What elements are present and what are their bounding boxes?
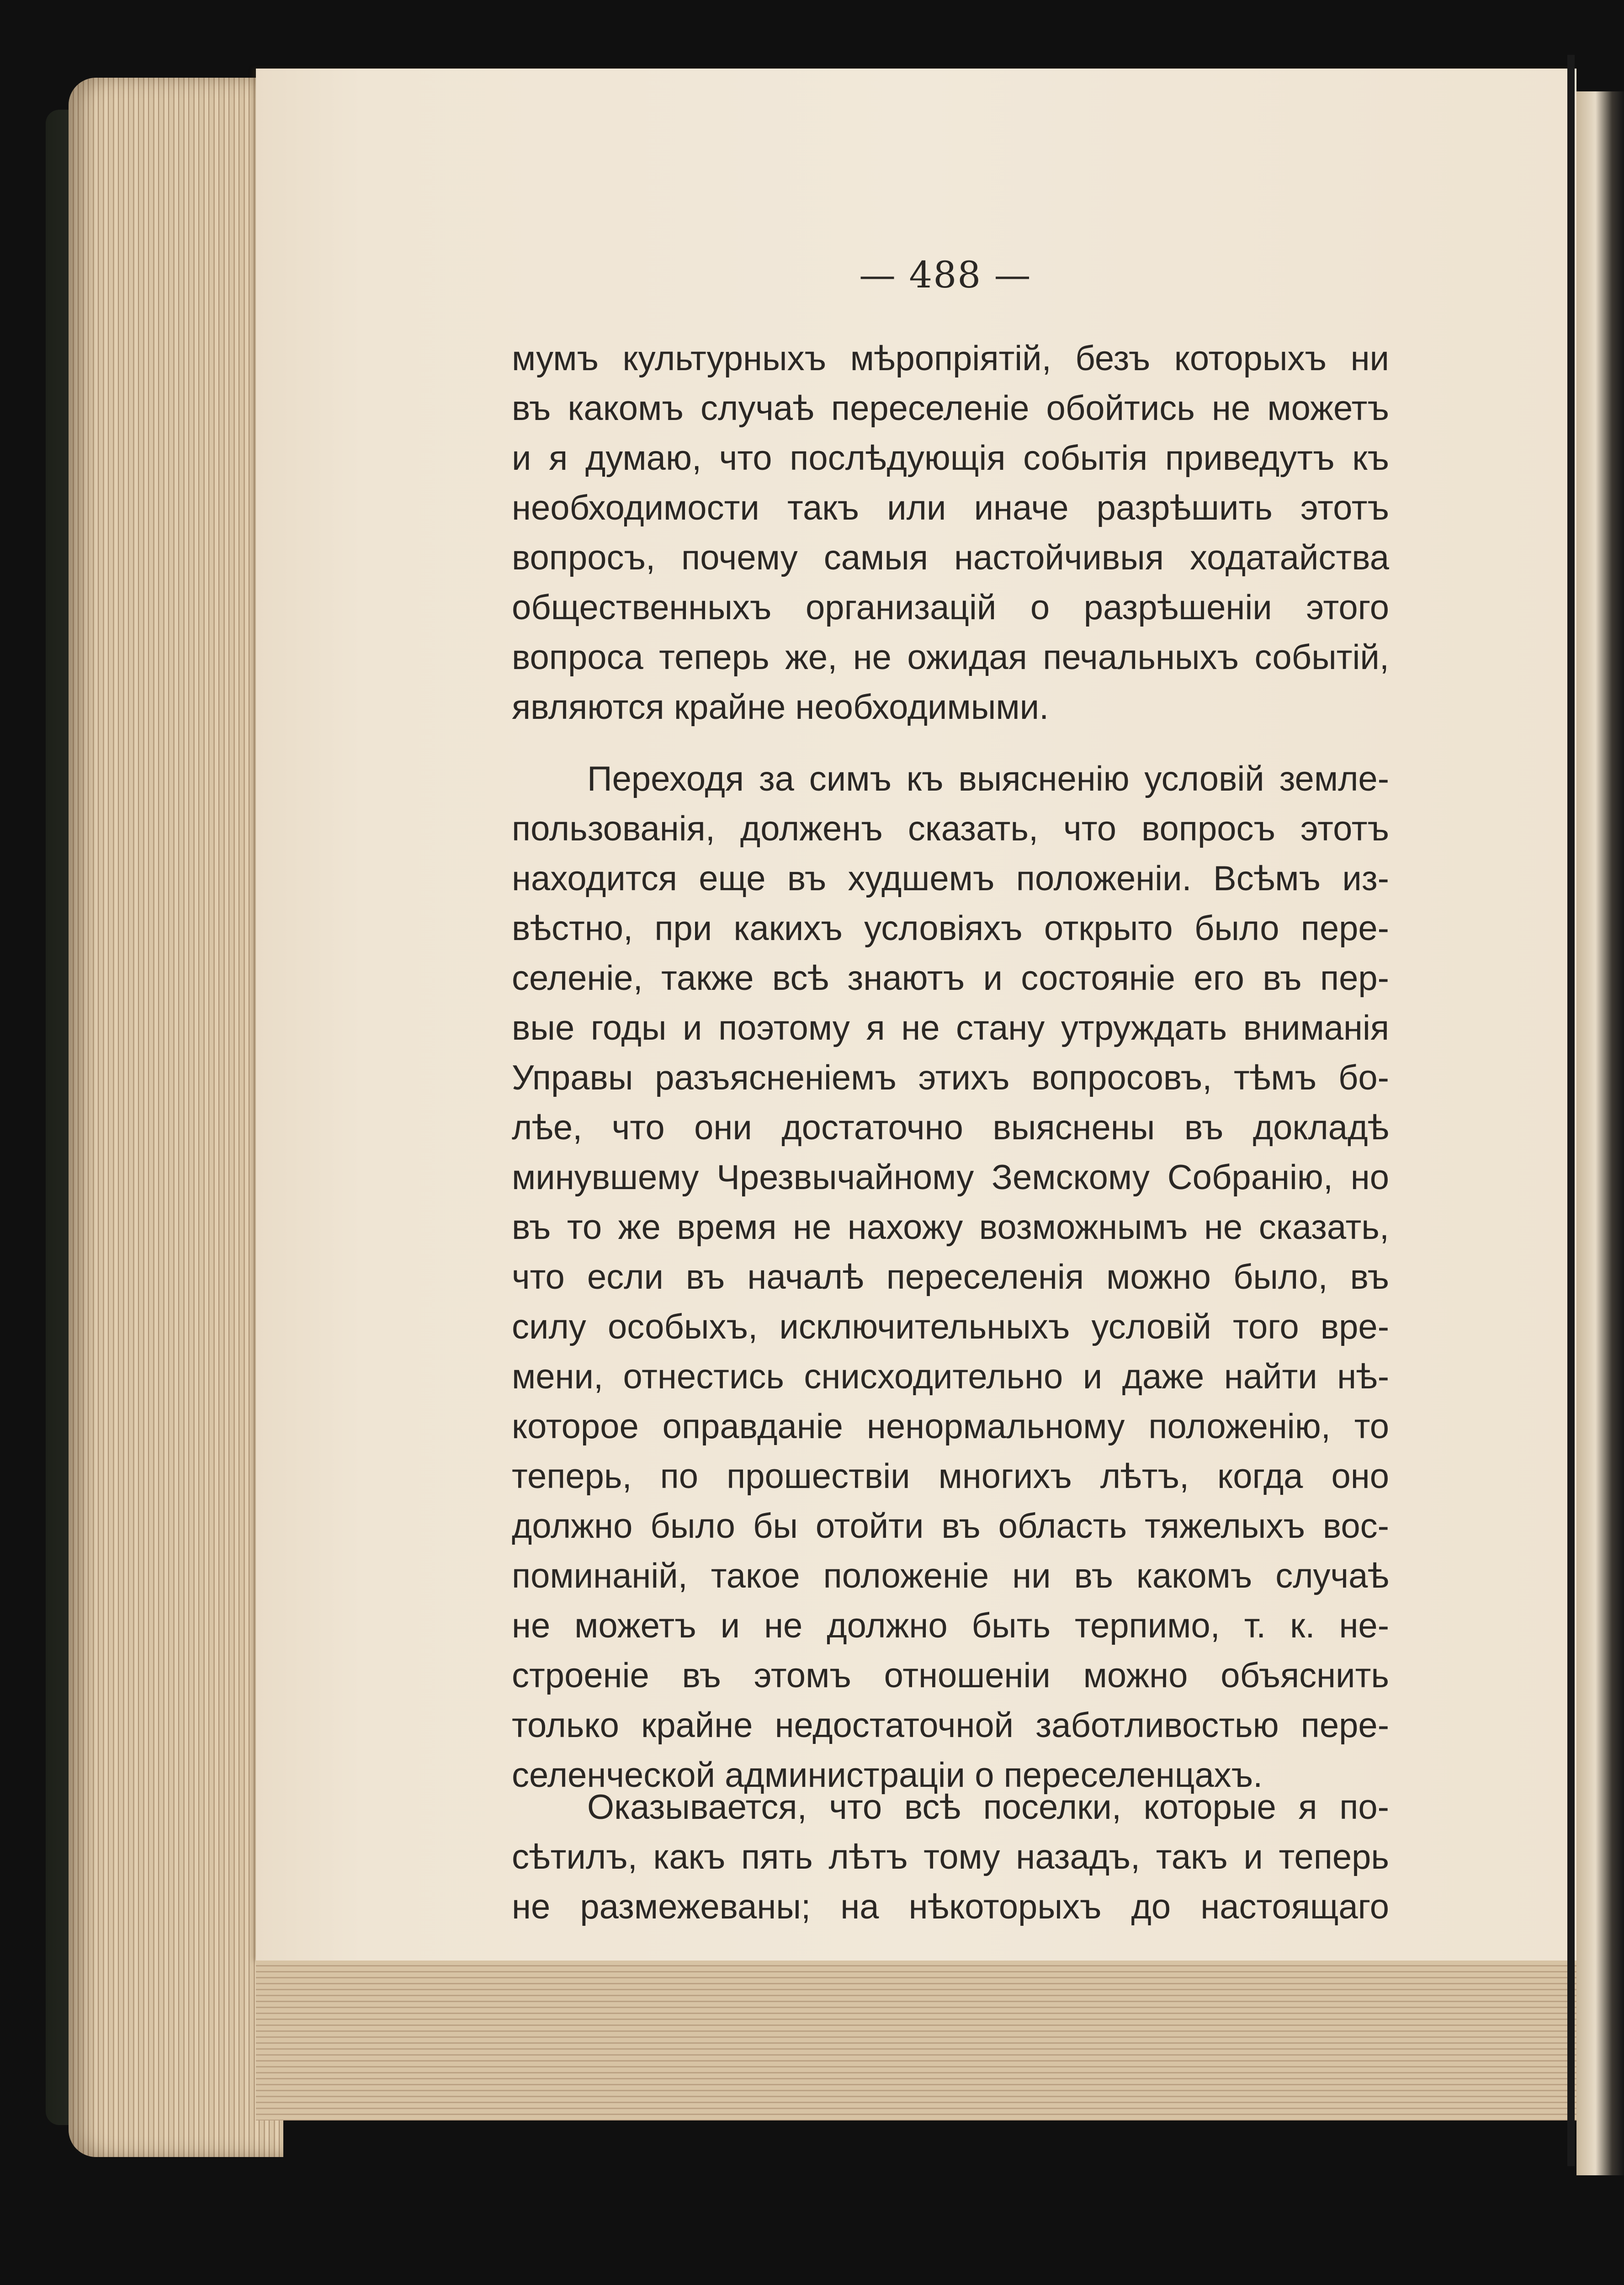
page-gutter-shadow [1567,55,1575,2166]
text-line: въ то же время не нахожу возможнымъ не сказать, [512,1208,1389,1247]
text-line: силу особыхъ, исключительныхъ условій того вре- [512,1307,1389,1346]
text-line: лѣе, что они достаточно выяснены въ докладѣ [512,1108,1389,1147]
text-line: что если въ началѣ переселенія можно было, въ [512,1258,1389,1297]
text-line: которое оправданіе ненормальному положенію, то [512,1407,1389,1446]
text-line: минувшему Чрезвычайному Земскому Собранію, но [512,1158,1389,1197]
text-line: общественныхъ организацій о разрѣшеніи этого [512,588,1389,627]
text-line: мени, отнестись снисходительно и даже найти нѣ- [512,1357,1389,1396]
text-line: не можетъ и не должно быть терпимо, т. к. не- [512,1606,1389,1645]
text-line: вопроса теперь же, не ожидая печальныхъ событій, [512,638,1389,677]
text-line: находится еще въ худшемъ положеніи. Всѣмъ из- [512,859,1389,898]
page-number-header: — 488 — [859,254,1032,296]
text-line: вѣстно, при какихъ условіяхъ открыто было пере- [512,909,1389,948]
text-line: пользованія, долженъ сказать, что вопросъ этотъ [512,809,1389,848]
text-line: Переходя за симъ къ выясненію условій земле- [587,760,1389,798]
text-line: не размежеваны; на нѣкоторыхъ до настоящаго [512,1887,1389,1926]
text-line: строеніе въ этомъ отношеніи можно объяснить [512,1656,1389,1695]
adjacent-page-edge [1576,91,1624,2175]
text-line: должно было бы отойти въ область тяжелыхъ вос- [512,1507,1389,1546]
text-line: селенческой администраціи о переселенцахъ. [512,1756,1263,1795]
text-line: вые годы и поэтому я не стану утруждать вниманія [512,1009,1389,1047]
text-line: теперь, по прошествіи многихъ лѣтъ, когда оно [512,1457,1389,1496]
text-line: поминаній, такое положеніе ни въ какомъ случаѣ [512,1557,1389,1595]
page-bottom-edges [256,1961,1576,2120]
text-line: и я думаю, что послѣдующія событія приведутъ къ [512,439,1389,478]
text-line: Оказывается, что всѣ поселки, которые я по- [587,1788,1389,1827]
text-line: Управы разъясненіемъ этихъ вопросовъ, тѣмъ бо- [512,1058,1389,1097]
text-line: мумъ культурныхъ мѣропріятій, безъ которыхъ ни [512,339,1389,378]
paragraph-1 [512,334,1389,732]
text-line: вопросъ, почему самыя настойчивыя ходатайства [512,538,1389,577]
text-line: въ какомъ случаѣ переселеніе обойтись не можетъ [512,389,1389,428]
text-line: необходимости такъ или иначе разрѣшить этотъ [512,489,1389,527]
paragraph-3 [512,1782,1389,1932]
text-line: сѣтилъ, какъ пять лѣтъ тому назадъ, такъ и теперь [512,1838,1389,1876]
text-line: только крайне недостаточной заботливостью пере- [512,1706,1389,1745]
text-line: селеніе, также всѣ знаютъ и состояніе его въ пер- [512,959,1389,998]
page-stack-edges [69,78,283,2157]
text-line: являются крайне необходимыми. [512,688,1049,727]
paragraph-2 [512,754,1389,1800]
